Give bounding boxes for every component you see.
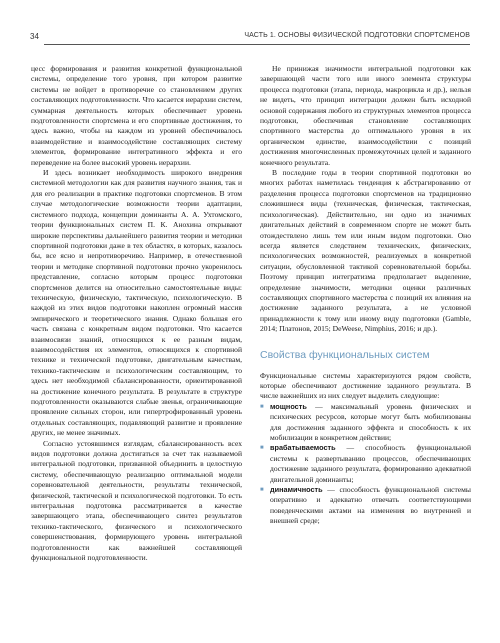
header-rule [44, 44, 470, 45]
running-title: ЧАСТЬ 1. ОСНОВЫ ФИЗИЧЕСКОЙ ПОДГОТОВКИ СПОРТСМЕНОВ [244, 32, 470, 39]
page-header [30, 30, 470, 44]
right-column [260, 64, 471, 642]
list-term: мощность [270, 401, 307, 411]
text-columns [31, 64, 471, 642]
left-column [31, 64, 242, 642]
bullet-icon: ■ [260, 445, 264, 452]
list-text: — максимальный уровень физических и психических ресурсов, которые могут быть мобилизованы для достижения заданного эффекта и способность к их мобилизации в конкретном действии; [270, 401, 471, 442]
list-text: — способность функциональной системы оперативно и адекватно отвечать соответствующими поведенческими актами на изменения во внутренней и внешней среде; [270, 485, 471, 526]
bullet-icon: ■ [260, 403, 264, 410]
paragraph: И здесь возникает необходимость широкого внедрения системной методологии как для развития научного знания, так и для его реализации в практике подготовки спортсменов. В этом случае методологические возможности теории адаптации, системного подхода, концепции доминанты А. А. Ухтомского, теории функциональных систем П. К. Анохина открывают широкие перспективы дальнейшего развития теории и методики спортивной подготовки даже в тех областях, в которых, казалось бы, все ясно и непротиворечиво. Например, в отечественной теории и методике спортивной подготовки прочно укоренилось представление, согласно которым процесс подготовки спортсменов делится на относительно самостоятельные виды: техническую, физическую, тактическую, психологическую. В каждой из этих видов подготовки накоплен огромный массив эмпирического и теоретического знания. Однако большая его часть связана с конкретным видом подготовки. Что касается взаимосвязи знаний, относящихся к ее разным видам, взаимосодействия их элементов, относящихся к спортивной технике и технической подготовке, двигательным качествам, технико-тактическим и психологическим составляющим, то здесь нет необходимой сбалансированности, ориентированной на достижение конечного результата. В результате в структуре подготовленности оказываются слабые звенья, ограничивающие проявление сильных сторон, или гипертрофированный уровень отдельных составляющих, подавляющий развитие и проявление других, не менее значимых. [31, 168, 242, 438]
list-term: врабатываемость [270, 443, 336, 453]
section-title: Свойства функциональных систем [260, 348, 430, 361]
list-item [260, 402, 471, 444]
page-number: 34 [30, 32, 39, 41]
list-term: динамичность [270, 485, 323, 495]
list-item [260, 443, 471, 485]
paragraph: Согласно устоявшимся взглядам, сбалансированность всех видов подготовки должна достигаться за счет так называемой интегральной подготовки, призванной объединить в целостную систему, обеспечивающую реализацию оптимальной модели соревновательной деятельности, результаты технической, физической, тактической и психологической подготовки. То есть интегральная подготовка рассматривается в качестве завершающего этапа, обеспечивающего синтез результатов технико-тактического, физического и психологического совершенствования, формирующего уровень интегральной подготовленности как важнейшей составляющей функциональной подготовленности. [31, 438, 242, 563]
paragraph: Функциональные системы характеризуются рядом свойств, которые обеспечивают достижение заданного результата. В числе важнейших из них следует выделить следующие: [260, 370, 471, 401]
paragraph: В последние годы в теории спортивной подготовки во многих работах наметилась тенденция к абстрагированию от разделения процесса подготовки спортсменов на традиционно сложившиеся виды (техническая, физическая, тактическая, психологическая). Действительно, ни одно из значимых двигательных действий в современном спорте не может быть отождествлено лишь тем или иным видом подготовки. Оно всегда является следствием технических, физических, психологических возможностей, реализуемых в конкретной ситуации, обусловленной тактикой соревновательной борьбы. Поэтому принцип интегратизма предполагает выделение, определение значимости, методики оценки различных составляющих спортивного мастерства с позиций их влияния на достижение заданного результата, а не условной принадлежности к тому или иному виду подготовки (Gamble, 2014; Платонов, 2015; DeWeese, Nimphius, 2016; и др.). [260, 168, 471, 334]
bullet-icon: ■ [260, 487, 264, 494]
paragraph: цесс формирования и развития конкретной функциональной системы, определение того уровня, при котором развитие системы не войдет в противоречие со становлением других составляющих подготовленности. Что касается иерархии систем, суммарная деятельность которых обеспечивает уровень подготовленности спортсмена и его спортивные достижения, то здесь важно, чтобы на каждом из уровней обеспечивалось взаимодействие и взаимосодействие составляющих систему элементов, формирование интегративного эффекта и его переведение на более высокий уровень иерархии. [31, 64, 242, 167]
paragraph: Не принижая значимости интегральной подготовки как завершающей части того или иного элемента структуры процесса подготовки (этапа, периода, макроцикла и др.), нельзя не видеть, что принцип интеграции должен быть исходной основой содержания любого из структурных элементов процесса подготовки, обеспечивая становление составляющих спортивного мастерства до оптимального уровня в их органическом единстве, взаимосодействии с позиций достижения многочисленных промежуточных целей и заданного конечного результата. [260, 64, 471, 167]
list-text: — способность функциональной системы к развертыванию процессов, обеспечивающих достижение заданного результата, формированию адекватной двигательной доминанты; [270, 443, 471, 484]
property-list [260, 402, 471, 527]
list-item [260, 485, 471, 527]
